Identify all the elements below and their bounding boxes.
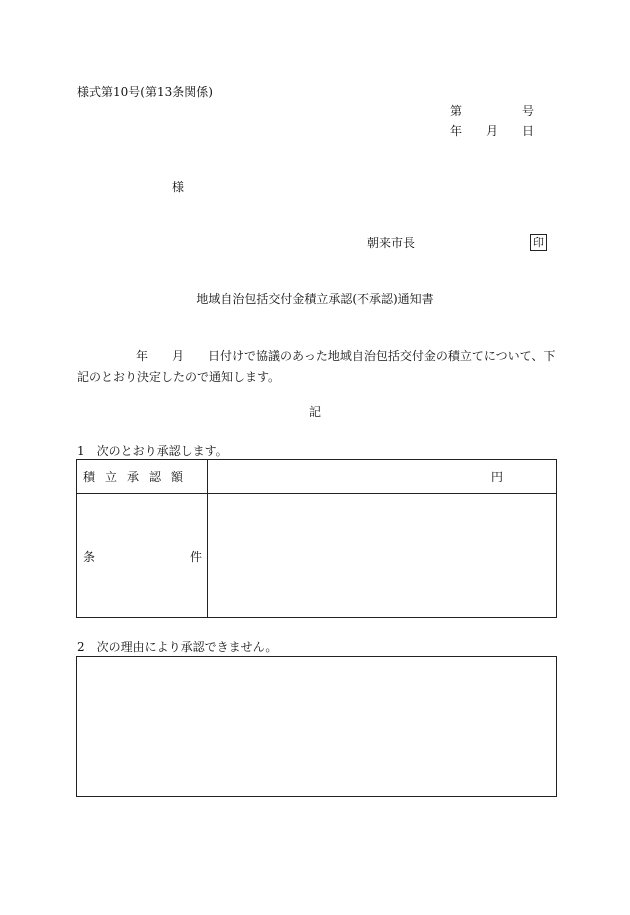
addressee-suffix: 様 — [172, 180, 185, 194]
table-row-divider — [76, 493, 557, 494]
yen-unit: 円 — [491, 470, 504, 484]
date-year: 年 — [450, 124, 463, 138]
body-month: 月 — [172, 349, 185, 363]
sender-title: 朝来市長 — [367, 236, 416, 250]
reason-box — [76, 656, 557, 797]
section2-heading: 2 次の理由により承認できません。 — [77, 640, 278, 654]
seal-mark: 印 — [530, 234, 547, 251]
body-year: 年 — [136, 349, 149, 363]
ki-mark: 記 — [308, 405, 321, 419]
date-day: 日 — [522, 124, 535, 138]
date-month: 月 — [486, 124, 499, 138]
section1-heading: 1 次のとおり承認します。 — [77, 444, 228, 458]
number-suffix: 号 — [522, 104, 535, 118]
form-number: 様式第10号(第13条関係) — [77, 85, 213, 99]
approved-amount-label: 積立承認額 — [83, 470, 194, 484]
conditions-label-right: 件 — [190, 550, 203, 564]
table-column-divider — [207, 459, 208, 618]
body-line1: 日付けで協議のあった地域自治包括交付金の積立てについて、下 — [208, 349, 556, 363]
number-prefix: 第 — [450, 104, 463, 118]
conditions-label-left: 条 — [83, 550, 96, 564]
body-line2: 記のとおり決定したので通知します。 — [77, 370, 281, 384]
document-title: 地域自治包括交付金積立承認(不承認)通知書 — [196, 292, 434, 306]
